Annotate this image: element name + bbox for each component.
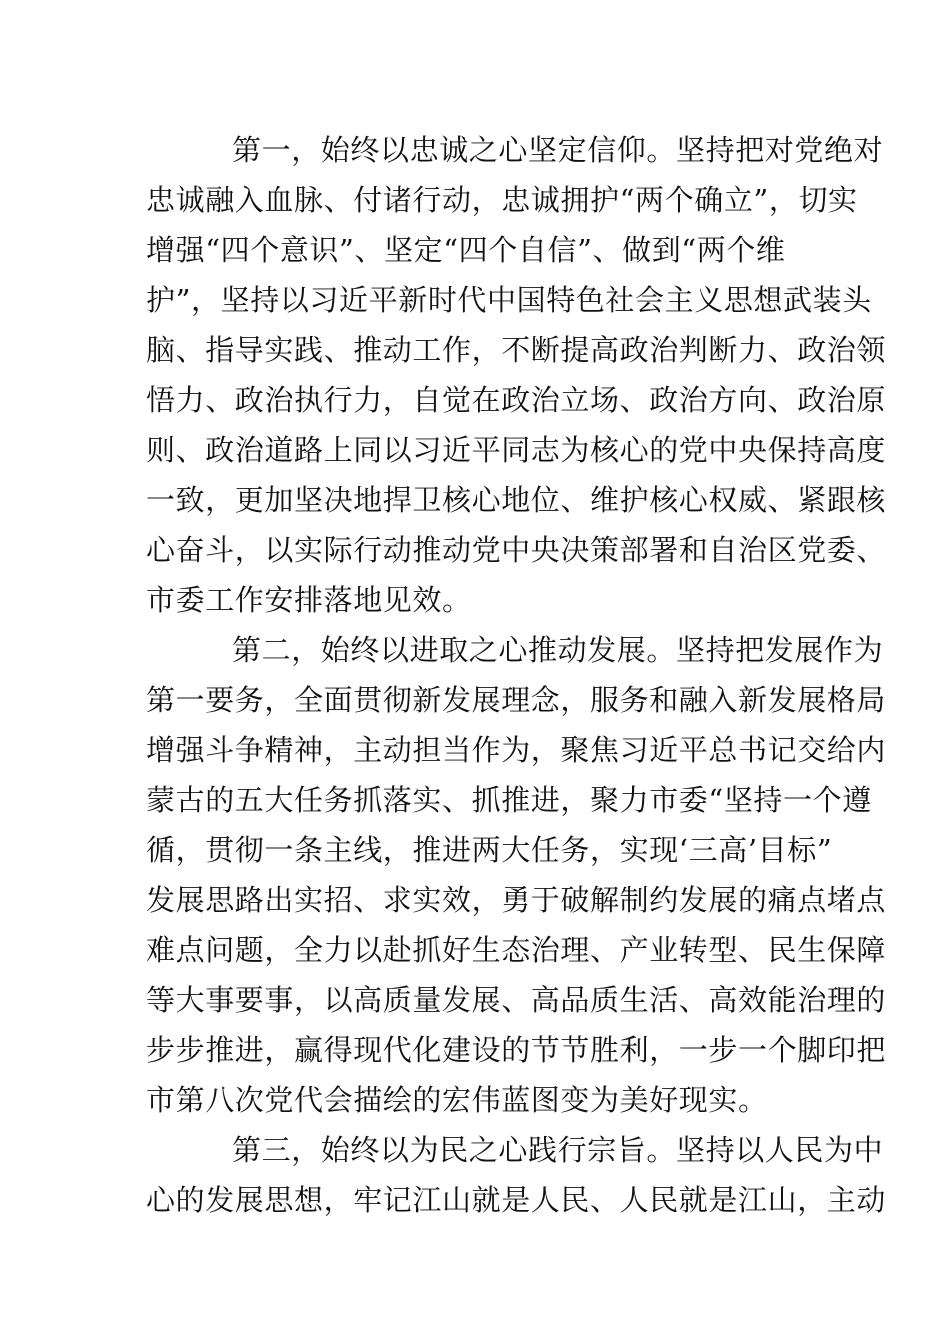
paragraph-line: 增强“四个意识”、坚定“四个自信”、做到“两个维 — [146, 233, 786, 267]
paragraph-line: 循，贯彻一条主线，推进两大任务，实现‘三高’目标” — [146, 833, 833, 867]
paragraph-line: 步步推进，赢得现代化建设的节节胜利，一步一个脚印把 — [146, 1033, 887, 1067]
paragraph-line: 一致，更加坚决地捍卫核心地位、维护核心权威、紧跟核 — [146, 483, 887, 517]
paragraph-line: 第一，始终以忠诚之心坚定信仰。坚持把对党绝对 — [232, 133, 884, 167]
paragraph-line: 增强斗争精神，主动担当作为，聚焦习近平总书记交给内 — [146, 733, 887, 767]
paragraph-line: 忠诚融入血脉、付诸行动，忠诚拥护“两个确立”，切实 — [146, 183, 858, 217]
paragraph-line: 市委工作安排落地见效。 — [146, 583, 472, 617]
paragraph-line: 悟力、政治执行力，自觉在政治立场、政治方向、政治原 — [146, 383, 887, 417]
paragraph-line: 则、政治道路上同以习近平同志为核心的党中央保持高度 — [146, 433, 887, 467]
paragraph-line: 护”，坚持以习近平新时代中国特色社会主义思想武装头 — [146, 283, 872, 317]
paragraph-line: 心奋斗，以实际行动推动党中央决策部署和自治区党委、 — [146, 533, 887, 567]
paragraph-line: 第三，始终以为民之心践行宗旨。坚持以人民为中 — [232, 1133, 884, 1167]
paragraph-line: 第一要务，全面贯彻新发展理念，服务和融入新发展格局 — [146, 683, 887, 717]
paragraph-line: 蒙古的五大任务抓落实、抓推进，聚力市委“坚持一个遵 — [146, 783, 872, 817]
paragraph-line: 市第八次党代会描绘的宏伟蓝图变为美好现实。 — [146, 1083, 768, 1117]
paragraph-line: 等大事要事，以高质量发展、高品质生活、高效能治理的 — [146, 983, 887, 1017]
paragraph-line: 发展思路出实招、求实效，勇于破解制约发展的痛点堵点 — [146, 883, 887, 917]
paragraph-line: 第二，始终以进取之心推动发展。坚持把发展作为 — [232, 633, 884, 667]
paragraph-line: 难点问题，全力以赴抓好生态治理、产业转型、民生保障 — [146, 933, 887, 967]
paragraph-line: 脑、指导实践、推动工作，不断提高政治判断力、政治领 — [146, 333, 887, 367]
paragraph-line: 心的发展思想，牢记江山就是人民、人民就是江山，主动 — [146, 1183, 887, 1217]
